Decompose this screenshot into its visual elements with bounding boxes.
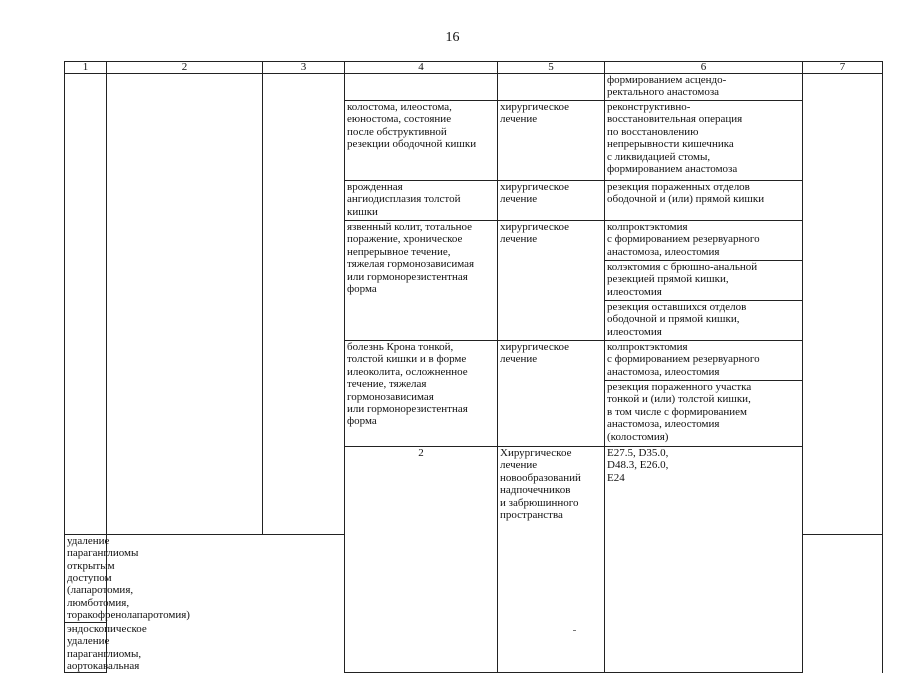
- treatment-method-cell: реконструктивно- восстановительная операция по восстановлению непрерывности кишечника с ликвидацией стомы, формированием анастомоза: [605, 101, 803, 181]
- treatment-method-cell: резекция пораженных отделов ободочной и (или) прямой кишки: [605, 181, 803, 221]
- treatment-method-cell: удаление параганглиомы открытым доступом (лапаротомия, люмботомия, торакофренолапаротомия): [65, 534, 107, 622]
- treatment-method-cell: колпроктэктомия с формированием резервуарного анастомоза, илеостомия: [605, 341, 803, 381]
- care-type-cell: [107, 74, 263, 535]
- column-header: 7: [803, 62, 883, 74]
- patient-model-cell: колостома, илеостома, еюностома, состояние после обструктивной резекции ободочной кишки: [345, 101, 498, 181]
- column-header: 4: [345, 62, 498, 74]
- treatment-method-cell: колэктомия с брюшно-анальной резекцией прямой кишки, илеостомия: [605, 261, 803, 301]
- treatment-method-cell: резекция пораженного участка тонкой и (или) толстой кишки, в том числе с формированием анастомоза, илеостомия (колостомия): [605, 381, 803, 447]
- column-header: 3: [263, 62, 345, 74]
- treatment-method-cell: эндоскопическое удаление параганглиомы, аортокавальная: [65, 622, 107, 673]
- care-type-cell: Хирургическое лечение новообразований надпочечников и забрюшинного пространства: [498, 447, 605, 673]
- column-header: 6: [605, 62, 803, 74]
- treatment-method-cell: колпроктэктомия с формированием резервуарного анастомоза, илеостомия: [605, 221, 803, 261]
- cost-cell: [803, 74, 883, 535]
- icd-codes-cell: E27.5, D35.0, D48.3, E26.0, E24: [605, 447, 803, 673]
- treatment-type-cell: хирургическое лечение: [498, 341, 605, 447]
- treatment-type-cell: хирургическое лечение: [498, 101, 605, 181]
- scan-speck: [573, 630, 576, 631]
- icd-codes-cell: [263, 74, 345, 535]
- medical-care-table: [64, 61, 883, 673]
- treatment-type-cell: хирургическое лечение: [498, 181, 605, 221]
- row-number-cell: [65, 74, 107, 535]
- treatment-method-cell: формированием асцендо- ректального анастомоза: [605, 74, 803, 101]
- patient-model-cell: [345, 74, 498, 101]
- treatment-type-cell: хирургическое лечение: [498, 221, 605, 341]
- column-header: 5: [498, 62, 605, 74]
- header-row: [65, 62, 883, 74]
- patient-model-cell: врожденная ангиодисплазия толстой кишки: [345, 181, 498, 221]
- page-number: 16: [445, 30, 460, 45]
- table-row: [65, 74, 883, 101]
- column-header: 2: [107, 62, 263, 74]
- patient-model-cell: болезнь Крона тонкой, толстой кишки и в форме илеоколита, осложненное течение, тяжелая гормонозависимая или гормонорезистентная форма: [345, 341, 498, 447]
- treatment-type-cell: [498, 74, 605, 101]
- patient-model-cell: язвенный колит, тотальное поражение, хроническое непрерывное течение, тяжелая гормонозависимая или гормонорезистентная форма: [345, 221, 498, 341]
- column-header: 1: [65, 62, 107, 74]
- row-number-cell: 2: [345, 447, 498, 673]
- treatment-method-cell: резекция оставшихся отделов ободочной и прямой кишки, илеостомия: [605, 301, 803, 341]
